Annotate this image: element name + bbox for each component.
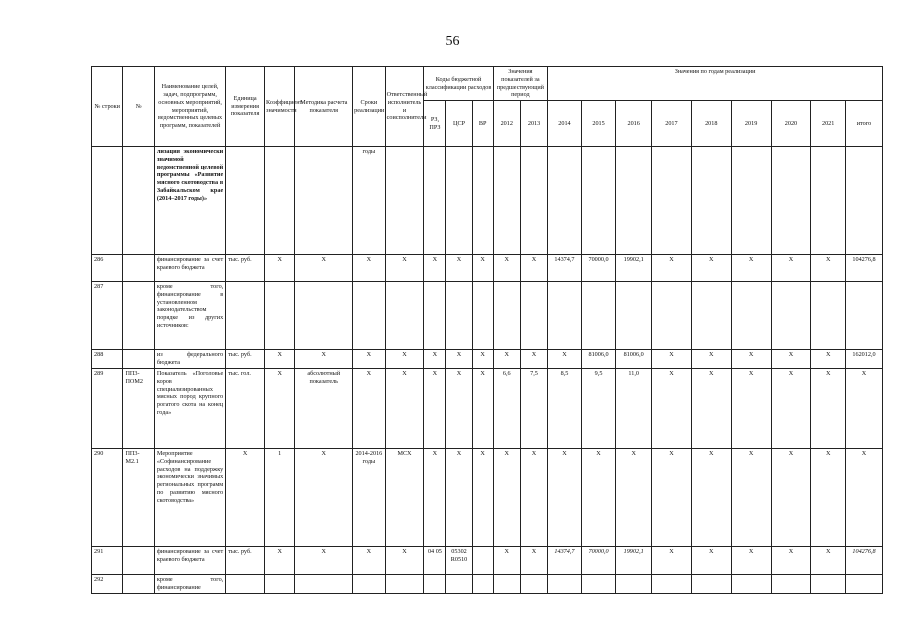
value-total: 104276,8: [845, 255, 882, 282]
table-row: [92, 449, 883, 547]
value-2016: 19902,1: [616, 547, 652, 575]
table-cell: Х: [731, 369, 771, 449]
table-cell: Х: [424, 255, 446, 282]
table-cell: Х: [652, 350, 692, 369]
row-number: 292: [92, 575, 123, 594]
table-cell: Х: [353, 369, 386, 449]
table-cell: Х: [295, 350, 353, 369]
row-name: из федерального бюджета: [154, 350, 225, 369]
table-cell: Х: [771, 255, 811, 282]
table-cell: Х: [385, 350, 424, 369]
value-total: 162012,0: [845, 350, 882, 369]
table-cell: Х: [652, 547, 692, 575]
header-2020: 2020: [771, 101, 811, 147]
table-cell: Х: [385, 369, 424, 449]
row-name: кроме того, финансирование: [154, 575, 225, 594]
table-cell: Х: [424, 369, 446, 449]
value-2014: 8,5: [548, 369, 582, 449]
table-cell: Х: [811, 255, 846, 282]
table-cell: Х: [493, 449, 520, 547]
table-cell: Х: [446, 369, 472, 449]
table-cell: Х: [265, 350, 295, 369]
header-2017: 2017: [652, 101, 692, 147]
value-2016: 19902,1: [616, 255, 652, 282]
row-name: Показатель «Поголовье коров специализированных мясных пород крупного рогатого скота на конец года»: [154, 369, 225, 449]
header-unit: Единица измерения показателя: [226, 67, 265, 147]
row-unit: тыс. руб.: [226, 255, 265, 282]
row-name: финансирование за счет краевого бюджета: [154, 255, 225, 282]
header-csr: ЦСР: [446, 101, 472, 147]
table-cell: Х: [353, 350, 386, 369]
table-cell: Х: [731, 255, 771, 282]
table-row: [92, 282, 883, 350]
table-row: [92, 547, 883, 575]
table-cell: Х: [265, 255, 295, 282]
table-cell: Х: [771, 350, 811, 369]
table-cell: Х: [731, 449, 771, 547]
table-row: [92, 575, 883, 594]
table-cell: Х: [652, 449, 692, 547]
table-cell: Х: [691, 369, 731, 449]
table-cell: Х: [731, 350, 771, 369]
table-cell: Х: [472, 350, 493, 369]
row-method: абсолютный показатель: [295, 369, 353, 449]
table-cell: Х: [691, 255, 731, 282]
header-2015: 2015: [581, 101, 616, 147]
row-code: ПП3-М2.1: [123, 449, 154, 547]
row-coef: 1: [265, 449, 295, 547]
header-2014: 2014: [548, 101, 582, 147]
row-unit: тыс. гол.: [226, 369, 265, 449]
table-cell: Х: [446, 449, 472, 547]
table-cell: Х: [652, 255, 692, 282]
value-2013: 7,5: [520, 369, 547, 449]
table-cell: Х: [520, 255, 547, 282]
value-2015: 81006,0: [581, 350, 616, 369]
row-number: 286: [92, 255, 123, 282]
page-number: 56: [445, 34, 460, 49]
table-cell: Х: [493, 547, 520, 575]
header-method: Методика расчета показателя: [295, 67, 353, 147]
table-cell: Х: [811, 350, 846, 369]
table-cell: Х: [226, 449, 265, 547]
table-cell: Х: [771, 547, 811, 575]
value-2015: 70000,0: [581, 255, 616, 282]
header-row-1: [92, 67, 883, 101]
table-cell: Х: [446, 255, 472, 282]
table-cell: Х: [472, 255, 493, 282]
table-cell: Х: [771, 369, 811, 449]
row-term: 2014-2016 годы: [353, 449, 386, 547]
table-cell: Х: [548, 350, 582, 369]
value-total: 104276,8: [845, 547, 882, 575]
row-number: 289: [92, 369, 123, 449]
table-cell: Х: [353, 547, 386, 575]
header-rz: РЗ, ПРЗ: [424, 101, 446, 147]
table-cell: Х: [424, 350, 446, 369]
table-cell: Х: [265, 369, 295, 449]
table-cell: Х: [691, 350, 731, 369]
header-resp: Ответственный исполнитель и соисполнители: [385, 67, 424, 147]
row-unit: тыс. руб.: [226, 350, 265, 369]
header-code: №: [123, 67, 154, 147]
table-cell: Х: [811, 547, 846, 575]
row-code: ПП3-ПОМ2: [123, 369, 154, 449]
row-number: 288: [92, 350, 123, 369]
header-codes: Коды бюджетной классификации расходов: [424, 67, 493, 101]
table-cell: Х: [295, 449, 353, 547]
header-row-no: № строки: [92, 67, 123, 147]
value-2016: 81006,0: [616, 350, 652, 369]
table-cell: Х: [265, 547, 295, 575]
row-resp: МСХ: [385, 449, 424, 547]
table-cell: Х: [520, 449, 547, 547]
row-name: финансирование за счет краевого бюджета: [154, 547, 225, 575]
header-term: Сроки реализации: [353, 67, 386, 147]
value-2014: 14374,7: [548, 255, 582, 282]
header-total: итого: [845, 101, 882, 147]
value-2016: 11,0: [616, 369, 652, 449]
table-cell: Х: [295, 547, 353, 575]
table-cell: Х: [353, 255, 386, 282]
row-name: Мероприятие «Софинансирование расходов на поддержку экономически значимых региональных программ по развитию мясного скотоводства»: [154, 449, 225, 547]
header-coef: Коэффициент значимости: [265, 67, 295, 147]
value-2015: 70000,0: [581, 547, 616, 575]
header-prev: Значения показателей за предшествующий период: [493, 67, 548, 101]
table-cell: Х: [691, 449, 731, 547]
table-cell: Х: [811, 369, 846, 449]
table-cell: Х: [472, 369, 493, 449]
row-name: кроме того, финансирование в установленном законодательством порядке из других источников:: [154, 282, 225, 350]
table-cell: Х: [520, 547, 547, 575]
table-row: [92, 255, 883, 282]
table-cell: Х: [472, 449, 493, 547]
header-vr: ВР: [472, 101, 493, 147]
table-cell: Х: [446, 350, 472, 369]
row-number: 287: [92, 282, 123, 350]
row-csr: 05302 R0510: [446, 547, 472, 575]
row-name: лизация экономически значимой ведомственной целевой программы «Развитие мясного скотоводства в Забайкальском крае (2014–2017 годы)»: [154, 147, 225, 255]
row-rz: 04 05: [424, 547, 446, 575]
table-row: [92, 350, 883, 369]
table-cell: Х: [691, 547, 731, 575]
header-2012: 2012: [493, 101, 520, 147]
indicators-table: [91, 66, 883, 594]
table-cell: Х: [811, 449, 846, 547]
header-name: Наименование целей, задач, подпрограмм, основных мероприятий, мероприятий, ведомственных целевых программ, показателей: [154, 67, 225, 147]
header-2013: 2013: [520, 101, 547, 147]
row-number: 290: [92, 449, 123, 547]
header-2019: 2019: [731, 101, 771, 147]
row-unit: тыс. руб.: [226, 547, 265, 575]
table-cell: Х: [581, 449, 616, 547]
row-term: годы: [353, 147, 386, 255]
table-cell: Х: [652, 369, 692, 449]
table-cell: Х: [845, 449, 882, 547]
table-cell: Х: [616, 449, 652, 547]
table-cell: Х: [520, 350, 547, 369]
header-2021: 2021: [811, 101, 846, 147]
value-2015: 9,5: [581, 369, 616, 449]
table-cell: Х: [731, 547, 771, 575]
header-years: Значения по годам реализации: [548, 67, 883, 101]
table-cell: Х: [385, 255, 424, 282]
table-row: [92, 147, 883, 255]
table-cell: Х: [385, 547, 424, 575]
header-2018: 2018: [691, 101, 731, 147]
header-2016: 2016: [616, 101, 652, 147]
value-2012: 6,6: [493, 369, 520, 449]
table-cell: Х: [295, 255, 353, 282]
table-cell: Х: [493, 350, 520, 369]
value-2014: 14374,7: [548, 547, 582, 575]
table-row: [92, 369, 883, 449]
table-cell: Х: [548, 449, 582, 547]
table-cell: Х: [493, 255, 520, 282]
table-cell: Х: [845, 369, 882, 449]
table-cell: Х: [771, 449, 811, 547]
table-cell: Х: [424, 449, 446, 547]
row-number: 291: [92, 547, 123, 575]
